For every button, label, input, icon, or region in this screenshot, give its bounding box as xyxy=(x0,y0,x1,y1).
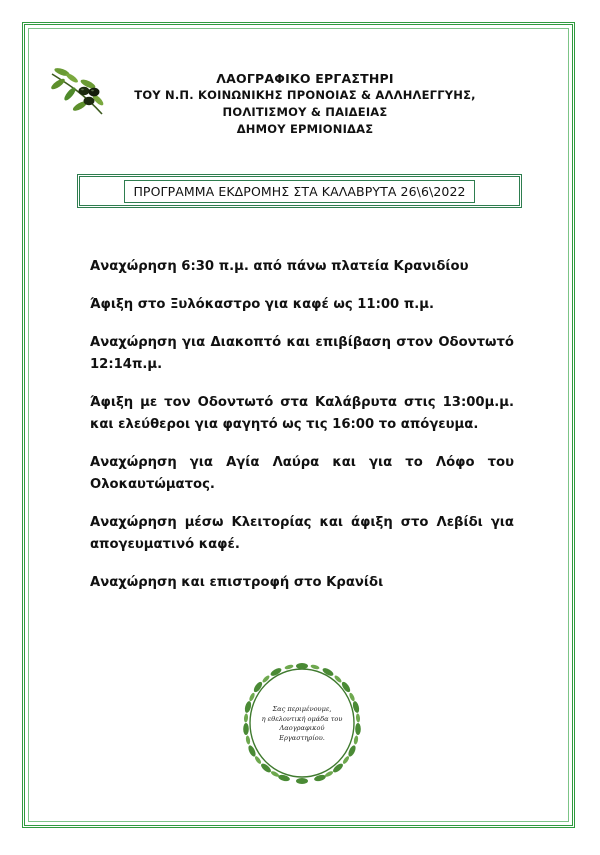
organization-header xyxy=(110,70,500,138)
olive-branch-icon xyxy=(50,64,112,120)
closing-line-3: Λαογραφικού xyxy=(279,724,325,732)
itinerary-item: Άφιξη στο Ξυλόκαστρο για καφέ ως 11:00 π.μ. xyxy=(90,297,434,312)
itinerary-item: Αναχώρηση και επιστροφή στο Κρανίδι xyxy=(90,575,384,590)
header-line-3: ΠΟΛΙΤΙΣΜΟΥ & ΠΑΙΔΕΙΑΣ xyxy=(222,105,388,119)
closing-line-4: Εργαστηρίου. xyxy=(279,733,325,742)
itinerary xyxy=(90,256,514,610)
itinerary-item: Αναχώρηση για Αγία Λαύρα και για το Λόφο του Ολοκαυτώματος. xyxy=(90,455,514,492)
itinerary-item: Αναχώρηση για Διακοπτό και επιβίβαση στον Οδοντωτό 12:14π.μ. xyxy=(90,335,514,372)
itinerary-item: Άφιξη με τον Οδοντωτό στα Καλάβρυτα στις 13:00μ.μ. και ελεύθεροι για φαγητό ως τις 16:00 το απόγευμα. xyxy=(90,395,514,432)
itinerary-item: Αναχώρηση 6:30 π.μ. από πάνω πλατεία Κρανιδίου xyxy=(90,259,469,274)
closing-line-1: Σας περιμένουμε, xyxy=(272,705,332,713)
itinerary-item: Αναχώρηση μέσω Κλειτορίας και άφιξη στο Λεβίδι για απογευματινό καφέ. xyxy=(90,515,514,552)
closing-line-2: η εθελοντική ομάδα του xyxy=(261,714,343,723)
closing-message xyxy=(258,705,346,743)
header-line-4: ΔΗΜΟΥ ΕΡΜΙΟΝΙΔΑΣ xyxy=(236,122,374,136)
header-line-2: ΤΟΥ Ν.Π. ΚΟΙΝΩΝΙΚΗΣ ΠΡΟΝΟΙΑΣ & ΑΛΛΗΛΕΓΓΥΗΣ, xyxy=(134,88,476,102)
program-title: ΠΡΟΓΡΑΜΜΑ ΕΚΔΡΟΜΗΣ ΣΤΑ ΚΑΛΑΒΡΥΤΑ 26\6\2022 xyxy=(125,181,473,202)
header-title: ΛΑΟΓΡΑΦΙΚΟ ΕΡΓΑΣΤΗΡΙ xyxy=(216,71,394,86)
program-title-box xyxy=(77,174,522,208)
